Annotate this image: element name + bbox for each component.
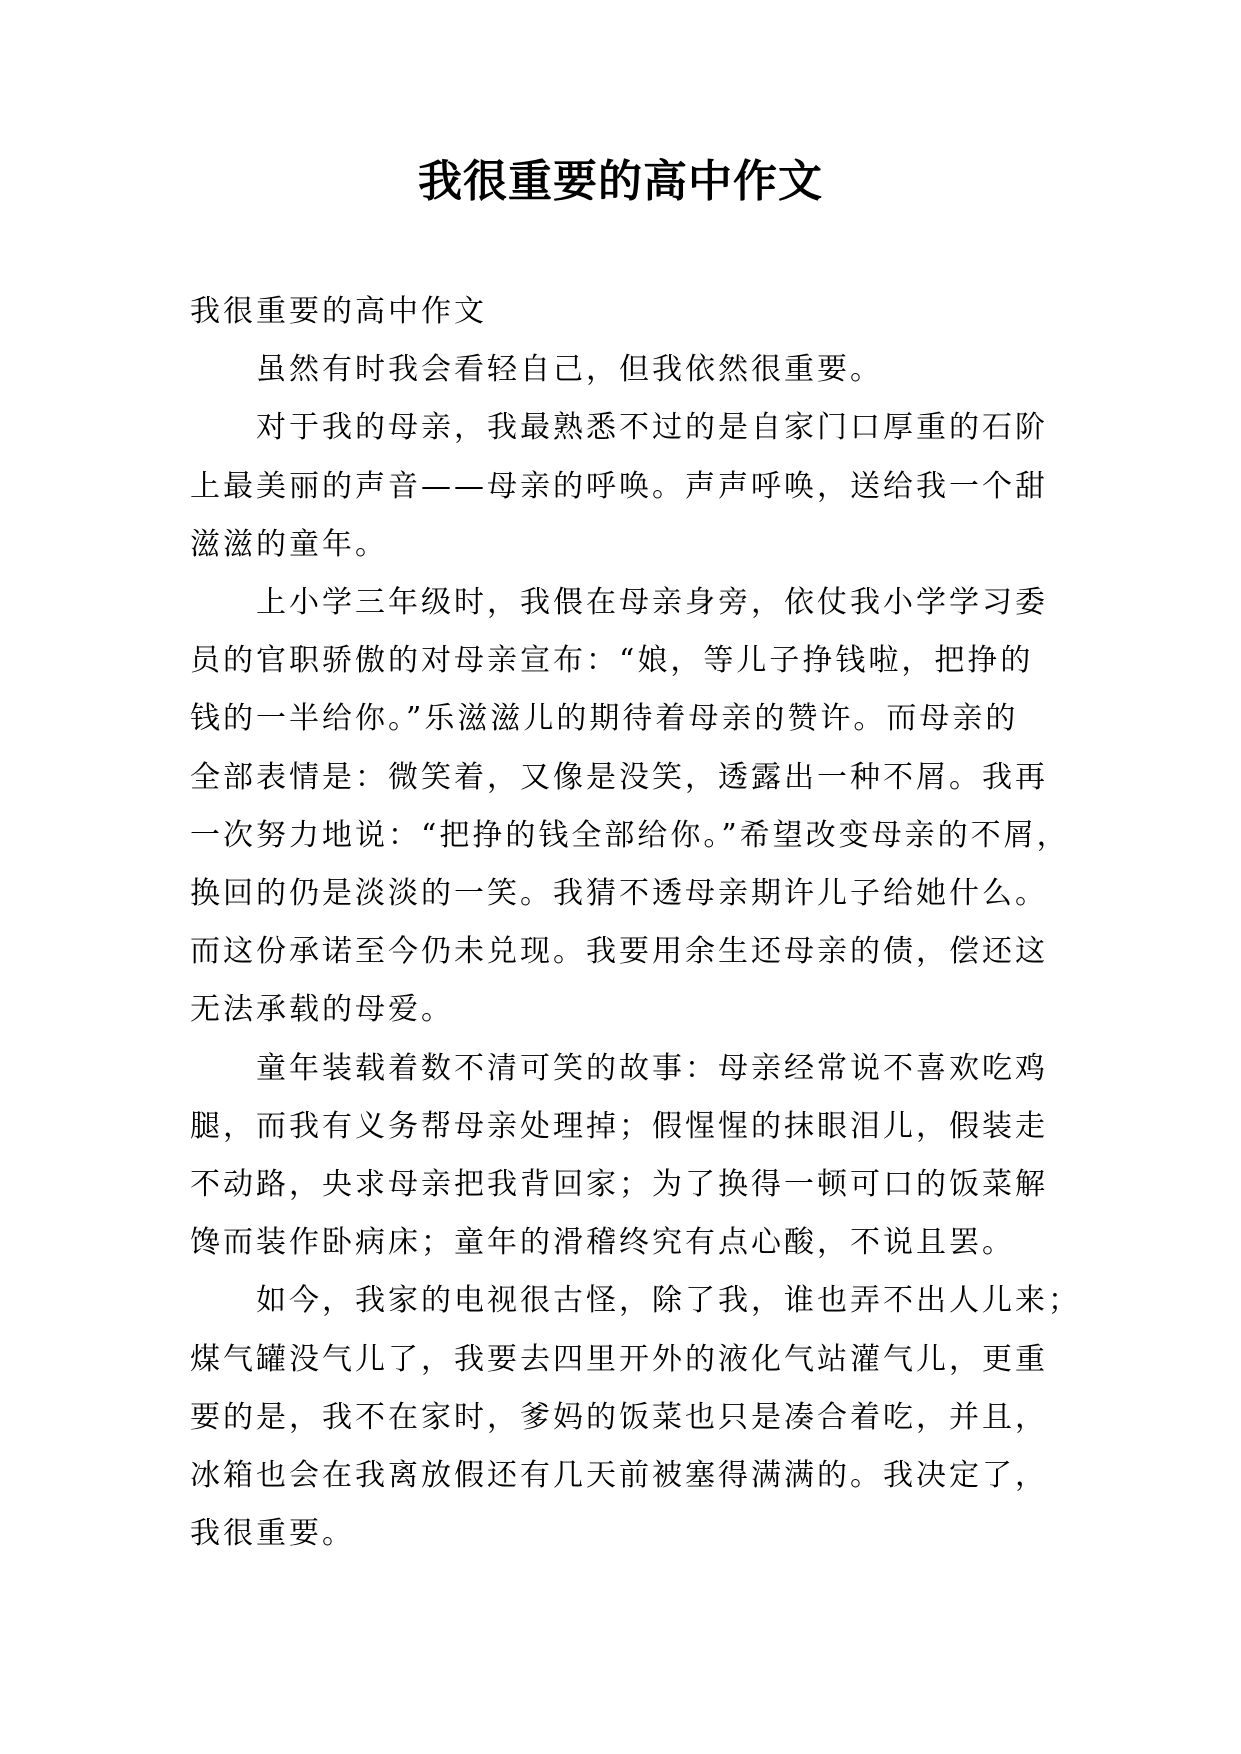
document-body [190, 283, 1081, 1563]
paragraph-4-line-1: 童年装载着数不清可笑的故事：母亲经常说不喜欢吃鸡 [256, 1050, 1048, 1086]
paragraph-3-line-3: 钱的一半给你。”乐滋滋儿的期待着母亲的赞许。而母亲的 [190, 701, 1019, 737]
paragraph-3-line-2: 员的官职骄傲的对母亲宣布：“娘，等儿子挣钱啦，把挣的 [190, 643, 1034, 679]
paragraph-5-line-5: 我很重要。 [190, 1516, 355, 1552]
paragraph-2-line-1: 对于我的母亲，我最熟悉不过的是自家门口厚重的石阶 [256, 410, 1048, 446]
paragraph-3-line-5: 一次努力地说：“把挣的钱全部给你。”希望改变母亲的不屑， [190, 817, 1070, 853]
paragraph-5-line-3: 要的是，我不在家时，爹妈的饭菜也只是凑合着吃，并且， [190, 1399, 1048, 1435]
paragraph-4-line-4: 馋而装作卧病床；童年的滑稽终究有点心酸，不说且罢。 [190, 1225, 1015, 1261]
paragraph-3-line-8: 无法承载的母爱。 [190, 992, 454, 1028]
paragraph-2-line-3: 滋滋的童年。 [190, 526, 388, 562]
body-heading-line: 我很重要的高中作文 [190, 294, 487, 329]
paragraph-3-line-4: 全部表情是：微笑着，又像是没笑，透露出一种不屑。我再 [190, 759, 1048, 795]
paragraph-1-line-1: 虽然有时我会看轻自己，但我依然很重要。 [256, 352, 883, 388]
paragraph-5-line-2: 煤气罐没气儿了，我要去四里开外的液化气站灌气儿，更重 [190, 1341, 1048, 1377]
document-title: 我很重要的高中作文 [418, 156, 823, 207]
paragraph-5-line-4: 冰箱也会在我离放假还有几天前被塞得满满的。我决定了， [190, 1458, 1048, 1494]
paragraph-4-line-2: 腿，而我有义务帮母亲处理掉；假惺惺的抹眼泪儿，假装走 [190, 1108, 1048, 1144]
paragraph-4-line-3: 不动路，央求母亲把我背回家；为了换得一顿可口的饭菜解 [190, 1167, 1048, 1203]
paragraph-5-line-1: 如今，我家的电视很古怪，除了我，谁也弄不出人儿来； [256, 1283, 1081, 1319]
paragraph-3-line-7: 而这份承诺至今仍未兑现。我要用余生还母亲的债，偿还这 [190, 934, 1048, 970]
paragraph-3-line-1: 上小学三年级时，我偎在母亲身旁，依仗我小学学习委 [256, 585, 1048, 621]
paragraph-3-line-6: 换回的仍是淡淡的一笑。我猜不透母亲期许儿子给她什么。 [190, 876, 1048, 912]
paragraph-2-line-2: 上最美丽的声音——母亲的呼唤。声声呼唤，送给我一个甜 [190, 468, 1048, 504]
